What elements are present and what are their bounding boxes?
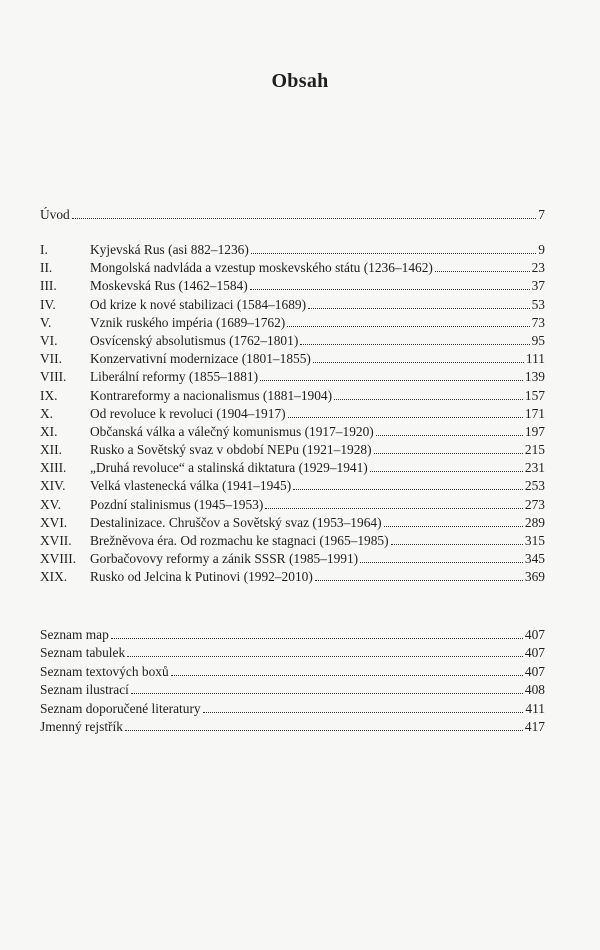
dot-leader xyxy=(374,452,523,454)
chapter-page: 73 xyxy=(531,314,545,330)
toc-chapter-entry[interactable] xyxy=(40,405,545,423)
chapter-page: 197 xyxy=(524,423,545,439)
chapter-page: 139 xyxy=(524,369,545,385)
chapter-number: XVI. xyxy=(40,514,68,530)
chapter-page: 111 xyxy=(525,351,545,367)
chapter-number: X. xyxy=(40,405,54,421)
chapter-title: Vznik ruského impéria (1689–1762) xyxy=(90,314,286,330)
chapter-page: 315 xyxy=(524,533,545,548)
dot-leader xyxy=(125,729,523,731)
dot-leader xyxy=(334,398,523,400)
toc-chapter-entry[interactable] xyxy=(40,259,545,277)
toc-entry-intro[interactable] xyxy=(40,206,545,224)
chapter-page: 23 xyxy=(531,260,545,276)
toc-chapter-entry[interactable] xyxy=(40,277,545,295)
page-title: Obsah xyxy=(271,70,329,92)
toc-backmatter-entry[interactable] xyxy=(40,718,545,736)
chapter-number: XIII. xyxy=(40,460,67,476)
chapter-title: Destalinizace. Chruščov a Sovětský svaz (1953–1964) xyxy=(90,514,382,530)
chapter-page: 9 xyxy=(538,242,545,257)
chapter-page: 95 xyxy=(531,332,545,348)
chapter-number: VIII. xyxy=(40,369,67,385)
toc-chapter-entry[interactable] xyxy=(40,350,545,368)
toc-backmatter-entry[interactable] xyxy=(40,681,545,699)
entry-page: 417 xyxy=(524,718,545,734)
chapter-number: I. xyxy=(40,242,48,257)
toc-backmatter-entry[interactable] xyxy=(40,663,545,681)
toc-chapter-entry[interactable] xyxy=(40,314,545,332)
chapter-number: XIX. xyxy=(40,569,68,585)
chapter-number: XII. xyxy=(40,442,62,458)
entry-page: 411 xyxy=(525,700,545,716)
entry-page: 407 xyxy=(524,663,545,679)
toc-chapter-entry[interactable] xyxy=(40,514,545,532)
dot-leader xyxy=(391,543,523,545)
chapter-number: XVIII. xyxy=(40,551,77,567)
dot-leader xyxy=(72,217,537,219)
chapter-page: 157 xyxy=(524,387,545,403)
toc-backmatter xyxy=(40,626,545,736)
dot-leader xyxy=(376,434,523,436)
entry-title: Seznam doporučené literatury xyxy=(40,700,201,716)
dot-leader xyxy=(315,579,523,581)
dot-leader xyxy=(435,270,530,272)
chapter-title: Od krize k nové stabilizaci (1584–1689) xyxy=(90,296,307,312)
chapter-title: Osvícenský absolutismus (1762–1801) xyxy=(90,332,299,348)
toc-chapters xyxy=(40,241,545,587)
chapter-title: Rusko od Jelcina k Putinovi (1992–2010) xyxy=(90,569,313,585)
toc-backmatter-entry[interactable] xyxy=(40,700,545,718)
chapter-number: XIV. xyxy=(40,478,66,494)
entry-title: Seznam textových boxů xyxy=(40,663,169,679)
entry-page: 7 xyxy=(538,207,545,222)
dot-leader xyxy=(111,637,523,639)
chapter-number: IV. xyxy=(40,296,56,312)
chapter-number: XVII. xyxy=(40,533,72,548)
dot-leader xyxy=(308,307,530,309)
chapter-title: Kontrareformy a nacionalismus (1881–1904) xyxy=(90,387,333,403)
entry-title: Seznam tabulek xyxy=(40,645,126,661)
chapter-page: 37 xyxy=(531,278,545,294)
dot-leader xyxy=(313,361,524,363)
chapter-title: Kyjevská Rus (asi 882–1236) xyxy=(90,242,249,257)
dot-leader xyxy=(171,674,523,676)
toc-chapter-entry[interactable] xyxy=(40,568,545,586)
toc-intro xyxy=(40,206,545,224)
chapter-number: V. xyxy=(40,314,52,330)
dot-leader xyxy=(287,325,529,327)
toc-chapter-entry[interactable] xyxy=(40,296,545,314)
toc-chapter-entry[interactable] xyxy=(40,241,545,259)
toc-backmatter-entry[interactable] xyxy=(40,644,545,662)
chapter-title: Pozdní stalinismus (1945–1953) xyxy=(90,496,264,512)
chapter-page: 53 xyxy=(531,296,545,312)
dot-leader xyxy=(203,711,524,713)
dot-leader xyxy=(250,288,530,290)
toc-chapter-entry[interactable] xyxy=(40,368,545,386)
dot-leader xyxy=(127,655,523,657)
toc-chapter-entry[interactable] xyxy=(40,387,545,405)
entry-page: 407 xyxy=(524,645,545,661)
dot-leader xyxy=(131,692,523,694)
chapter-title: Konzervativní modernizace (1801–1855) xyxy=(90,351,311,367)
entry-title: Seznam ilustrací xyxy=(40,682,129,698)
toc-chapter-entry[interactable] xyxy=(40,423,545,441)
dot-leader xyxy=(300,343,529,345)
dot-leader xyxy=(384,525,523,527)
toc-chapter-entry[interactable] xyxy=(40,332,545,350)
dot-leader xyxy=(265,507,523,509)
dot-leader xyxy=(360,561,523,563)
chapter-number: XV. xyxy=(40,496,61,512)
chapter-title: Od revoluce k revoluci (1904–1917) xyxy=(90,405,286,421)
chapter-page: 253 xyxy=(524,478,545,494)
entry-page: 408 xyxy=(524,682,545,698)
chapter-title: Občanská válka a válečný komunismus (1917–1920) xyxy=(90,423,374,439)
chapter-page: 369 xyxy=(524,569,545,585)
chapter-title: Rusko a Sovětský svaz v období NEPu (1921–1928) xyxy=(90,442,372,458)
entry-page: 407 xyxy=(524,627,545,642)
chapter-title: „Druhá revoluce“ a stalinská diktatura (1929–1941) xyxy=(90,460,368,476)
chapter-number: II. xyxy=(40,260,53,276)
chapter-page: 345 xyxy=(524,551,545,567)
chapter-title: Liberální reformy (1855–1881) xyxy=(90,369,259,385)
chapter-page: 289 xyxy=(524,514,545,530)
chapter-title: Brežněvova éra. Od rozmachu ke stagnaci (1965–1985) xyxy=(90,533,389,548)
chapter-title: Moskevská Rus (1462–1584) xyxy=(90,278,248,294)
chapter-page: 273 xyxy=(524,496,545,512)
dot-leader xyxy=(288,416,523,418)
entry-title: Úvod xyxy=(40,207,70,222)
entry-title: Seznam map xyxy=(40,627,109,642)
toc-chapter-entry[interactable] xyxy=(40,441,545,459)
chapter-number: XI. xyxy=(40,423,58,439)
toc-chapter-entry[interactable] xyxy=(40,459,545,477)
chapter-title: Velká vlastenecká válka (1941–1945) xyxy=(90,478,292,494)
toc-chapter-entry[interactable] xyxy=(40,532,545,550)
chapter-page: 231 xyxy=(524,460,545,476)
toc-chapter-entry[interactable] xyxy=(40,496,545,514)
toc-chapter-entry[interactable] xyxy=(40,477,545,495)
dot-leader xyxy=(370,470,523,472)
chapter-number: III. xyxy=(40,278,57,294)
chapter-page: 171 xyxy=(524,405,545,421)
chapter-page: 215 xyxy=(524,442,545,458)
chapter-title: Gorbačovovy reformy a zánik SSSR (1985–1991) xyxy=(90,551,359,567)
dot-leader xyxy=(260,379,523,381)
chapter-number: VII. xyxy=(40,351,62,367)
chapter-number: IX. xyxy=(40,387,58,403)
chapter-title: Mongolská nadvláda a vzestup moskevského státu (1236–1462) xyxy=(90,260,433,276)
entry-title: Jmenný rejstřík xyxy=(40,718,123,734)
toc-backmatter-entry[interactable] xyxy=(40,626,545,644)
toc-chapter-entry[interactable] xyxy=(40,550,545,568)
chapter-number: VI. xyxy=(40,332,58,348)
dot-leader xyxy=(251,252,536,254)
dot-leader xyxy=(293,488,523,490)
